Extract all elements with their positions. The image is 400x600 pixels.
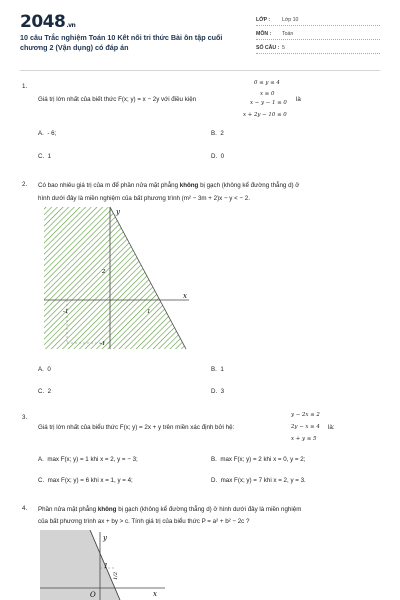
q4-y-axis-label: y	[103, 534, 107, 542]
document-title: 10 câu Trắc nghiệm Toán 10 Kết nối tri thức Bài ôn tập cuối chương 2 (Vận dụng) có đáp án	[20, 33, 223, 52]
q4-tick-half: 1/2	[113, 571, 119, 580]
q1-constraint-2: x ≥ 0	[260, 91, 275, 97]
q2-text-line2: hình dưới đây là miền nghiệm của bất phương trình (m² − 3m + 2)x − y < − 2.	[38, 195, 250, 202]
q2-option-d[interactable]: D. 3	[211, 388, 225, 395]
q2-y-axis-label: y	[116, 208, 120, 216]
q1-constraint-3: x − y − 1 ≤ 0	[250, 100, 287, 106]
q4-x-axis-label: x	[153, 590, 157, 598]
meta-class: LỚP : Lớp 10	[256, 16, 380, 26]
q4-tick-one: 1	[104, 563, 108, 570]
q4-text-line1: Phần nửa mặt phẳng không bị gạch (không kể đường thẳng d) ở hình dưới đây là miền nghiệm	[38, 506, 302, 513]
header-divider	[20, 70, 380, 71]
meta-question-count: SỐ CÂU : 5	[256, 44, 380, 54]
q1-constraint-4: x + 2y − 10 ≤ 0	[243, 112, 287, 118]
q2-tick-left: -1	[63, 309, 69, 315]
q2-text-line1: Có bao nhiêu giá trị của m để phần nửa mặt phẳng không bị gạch (không kể đường thẳng d) ở	[38, 182, 300, 189]
q2-option-a[interactable]: A. 0	[38, 366, 51, 373]
q1-text-after: là	[296, 96, 301, 103]
q4-number: 4.	[22, 505, 28, 512]
q1-option-a[interactable]: A. - 6;	[38, 130, 57, 137]
q1-text: Giá trị lớn nhất của biết thức F(x; y) = x − 2y với điều kiện	[38, 96, 197, 103]
q4-graph	[40, 530, 170, 600]
q3-option-b[interactable]: B. max F(x; y) = 2 khi x = 0, y = 2;	[211, 456, 306, 463]
q1-option-b[interactable]: B. 2	[211, 130, 224, 137]
q2-graph	[44, 203, 194, 353]
q4-text-line2: của bất phương trình ax + by > c. Tính giá trị của biểu thức P = a² + b² − 2c ?	[38, 518, 250, 525]
q3-option-d[interactable]: D. max F(x; y) = 7 khi x = 2, y = 3.	[211, 477, 306, 484]
q2-x-axis-label: x	[183, 292, 187, 300]
q2-tick-right: 1	[147, 309, 151, 315]
q2-tick-top: 2	[102, 269, 106, 275]
q3-number: 3.	[22, 414, 28, 421]
q3-option-a[interactable]: A. max F(x; y) = 1 khi x = 2, y = − 3;	[38, 456, 138, 463]
q3-option-c[interactable]: C. max F(x; y) = 6 khi x = 1, y = 4;	[38, 477, 133, 484]
meta-subject: MÔN : Toán	[256, 30, 380, 40]
q2-option-b[interactable]: B. 1	[211, 366, 224, 373]
q2-number: 2.	[22, 181, 28, 188]
q4-origin-label: O	[90, 591, 96, 599]
q1-option-d[interactable]: D. 0	[211, 153, 225, 160]
q1-constraint-1: 0 ≤ y ≤ 4	[254, 80, 280, 86]
q3-text-after: là:	[328, 424, 335, 431]
q1-number: 1.	[22, 83, 28, 90]
q2-tick-bottom: -1	[100, 341, 106, 347]
q3-constraint-1: y − 2x ≤ 2	[291, 412, 320, 418]
q3-text: Giá trị lớn nhất của biểu thức F(x; y) = 2x + y trên miền xác định bởi hệ:	[38, 424, 235, 431]
q3-constraint-2: 2y − x ≥ 4	[291, 424, 320, 430]
q2-option-c[interactable]: C. 2	[38, 388, 52, 395]
q1-option-c[interactable]: C. 1	[38, 153, 52, 160]
site-logo[interactable]: 2048.vn	[20, 12, 76, 32]
q3-constraint-3: x + y ≤ 5	[291, 436, 317, 442]
